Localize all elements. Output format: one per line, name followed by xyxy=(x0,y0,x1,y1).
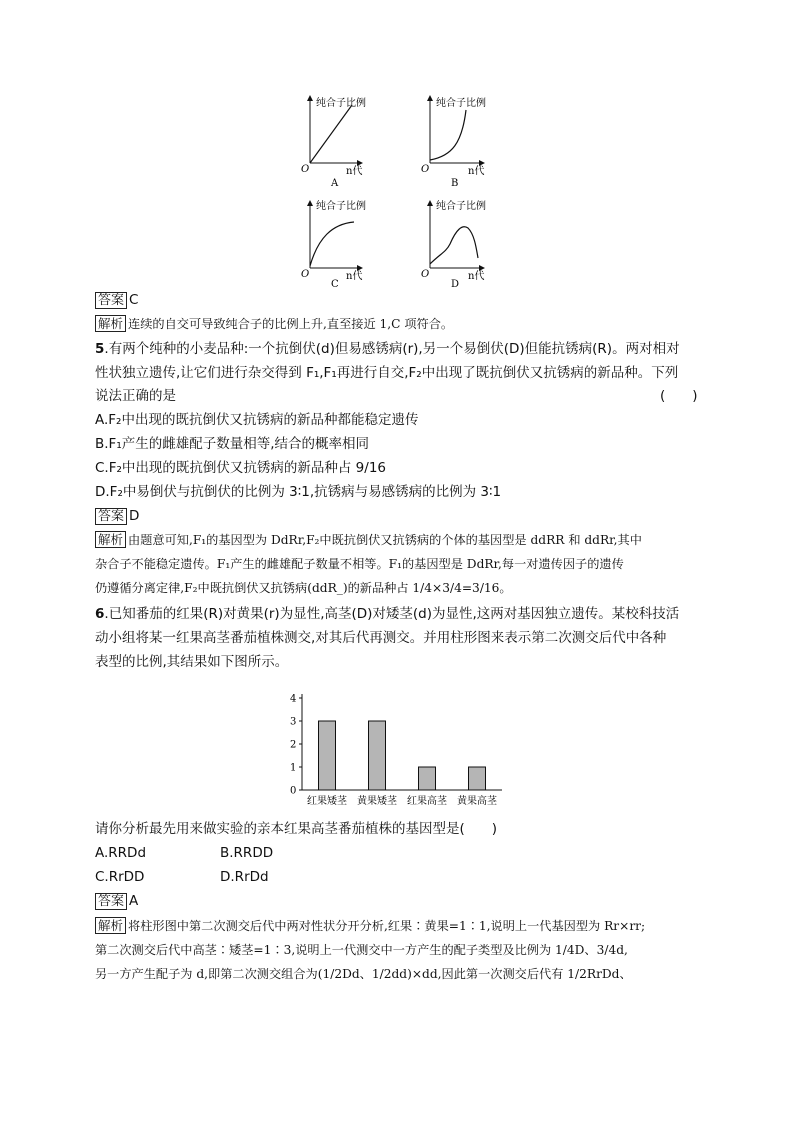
graph-d-curve xyxy=(430,227,478,264)
q6-options-row-1 xyxy=(95,844,395,862)
q6-analysis-1: 解析 将柱形图中第二次测交后代中两对性状分开分析,红果∶黄果=1∶1,说明上一代基因型为 Rr×rr; xyxy=(95,917,645,935)
q5-analysis-3: 仍遵循分离定律,F₂中既抗倒伏又抗锈病(ddR_)的新品种占 1/4×3/4=3/16。 xyxy=(95,581,512,595)
y-tick-label: 2 xyxy=(290,739,297,751)
q6-answer-line xyxy=(95,892,138,910)
graph-b-xlabel: n代 xyxy=(468,166,485,177)
answer-tag: 答案 xyxy=(95,893,127,910)
q6-option-c: C.RrDD xyxy=(95,869,145,885)
q5-stem-1: 5.有两个纯种的小麦品种:一个抗倒伏(d)但易感锈病(r),另一个易倒伏(D)但能抗锈病(R)。两对相对 xyxy=(95,341,680,357)
graph-a-origin: O xyxy=(301,164,310,175)
graph-d-ylabel: 纯合子比例 xyxy=(436,201,486,212)
curve-graphs xyxy=(290,88,510,288)
q5-option-c: C.F₂中出现的既抗倒伏又抗锈病的新品种占 9/16 xyxy=(95,460,387,476)
x-tick-label: 红果高茎 xyxy=(407,796,447,807)
graph-c-xlabel: n代 xyxy=(346,271,363,282)
graph-d-xlabel: n代 xyxy=(468,271,485,282)
q6-stem-2: 动小组将某一红果高茎番茄植株测交,对其后代再测交。并用柱形图来表示第二次测交后代中各种 xyxy=(95,630,667,646)
q6-option-d: D.RrDd xyxy=(220,869,269,885)
answer-tag: 答案 xyxy=(95,292,127,309)
q4-answer-line xyxy=(95,291,138,309)
graph-a-label: A xyxy=(331,178,339,189)
bar xyxy=(319,721,336,790)
q5-option-b: B.F₁产生的雌雄配子数量相等,结合的概率相同 xyxy=(95,436,370,452)
bar xyxy=(469,767,486,790)
q6-number: 6 xyxy=(95,606,105,622)
graph-c xyxy=(301,199,366,288)
graph-a-curve xyxy=(310,105,352,163)
graph-c-curve xyxy=(310,222,354,266)
q6-options-row-2 xyxy=(95,868,395,886)
q5-option-d: D.F₂中易倒伏与抗倒伏的比例为 3∶1,抗锈病与易感锈病的比例为 3∶1 xyxy=(95,484,502,500)
graph-a-ylabel: 纯合子比例 xyxy=(316,98,366,109)
x-tick-label: 黄果高茎 xyxy=(457,796,497,807)
q6-stem-1: 6.已知番茄的红果(R)对黄果(r)为显性,高茎(D)对矮茎(d)为显性,这两对基因独立遗传。某校科技活 xyxy=(95,606,680,622)
q5-analysis-1: 解析 由题意可知,F₁的基因型为 DdRr,F₂中既抗倒伏又抗锈病的个体的基因型是 ddRR 和 ddRr,其中 xyxy=(95,531,642,549)
q6-option-b: B.RRDD xyxy=(220,845,274,861)
q5-answer-line xyxy=(95,507,139,525)
graph-a-xlabel: n代 xyxy=(346,166,363,177)
q5-option-a: A.F₂中出现的既抗倒伏又抗锈病的新品种都能稳定遗传 xyxy=(95,412,419,428)
q6-question: 请你分析最先用来做实验的亲本红果高茎番茄植株的基因型是( ) xyxy=(95,821,498,837)
graph-d xyxy=(421,199,486,288)
graph-a xyxy=(301,96,366,189)
q5-stem-2: 性状独立遗传,让它们进行杂交得到 F₁,F₁再进行自交,F₂中出现了既抗倒伏又抗锈病的新品种。下列 xyxy=(95,365,679,381)
q5-answer: D xyxy=(129,508,140,524)
graph-b-origin: O xyxy=(421,164,430,175)
q4-analysis-line xyxy=(95,315,453,333)
q5-number: 5 xyxy=(95,341,105,357)
q5-stem-3: 说法正确的是 xyxy=(95,388,176,404)
y-tick-label: 0 xyxy=(290,785,297,797)
y-tick-label: 1 xyxy=(290,762,297,774)
q4-answer: C xyxy=(129,292,139,308)
q6-analysis-2: 第二次测交后代中高茎∶矮茎=1∶3,说明上一代测交中一方产生的配子类型及比例为 1/4D、3/4d, xyxy=(95,943,628,957)
graph-d-origin: O xyxy=(421,269,430,280)
q6-answer: A xyxy=(129,893,139,909)
y-tick-label: 4 xyxy=(290,693,297,705)
analysis-tag: 解析 xyxy=(95,531,126,548)
graph-b-curve xyxy=(430,110,466,160)
q5-answer-blank: ( ) xyxy=(660,388,698,404)
q6-stem-3: 表型的比例,其结果如下图所示。 xyxy=(95,654,289,670)
graph-c-label: C xyxy=(331,279,339,288)
bar xyxy=(369,721,386,790)
q5-analysis-2: 杂合子不能稳定遗传。F₁产生的雌雄配子数量不相等。F₁的基因型是 DdRr,每一对遗传因子的遗传 xyxy=(95,557,624,571)
q4-analysis: 连续的自交可导致纯合子的比例上升,直至接近 1,C 项符合。 xyxy=(128,317,454,331)
graph-b xyxy=(421,96,486,189)
q6-analysis-3: 另一方产生配子为 d,即第二次测交组合为(1/2Dd、1/2dd)×dd,因此第一次测交后代有 1/2RrDd、 xyxy=(95,967,632,981)
x-tick-label: 红果矮茎 xyxy=(307,796,347,807)
analysis-tag: 解析 xyxy=(95,917,126,934)
graph-c-origin: O xyxy=(301,269,310,280)
graph-b-label: B xyxy=(451,178,459,189)
bar xyxy=(419,767,436,790)
q6-option-a: A.RRDd xyxy=(95,845,147,861)
y-tick-label: 3 xyxy=(290,716,297,728)
analysis-tag: 解析 xyxy=(95,315,126,332)
graph-b-ylabel: 纯合子比例 xyxy=(436,98,486,109)
graph-d-label: D xyxy=(451,279,460,288)
x-tick-label: 黄果矮茎 xyxy=(357,796,397,807)
bar-chart xyxy=(280,685,510,810)
graph-c-ylabel: 纯合子比例 xyxy=(316,201,366,212)
answer-tag: 答案 xyxy=(95,508,127,525)
